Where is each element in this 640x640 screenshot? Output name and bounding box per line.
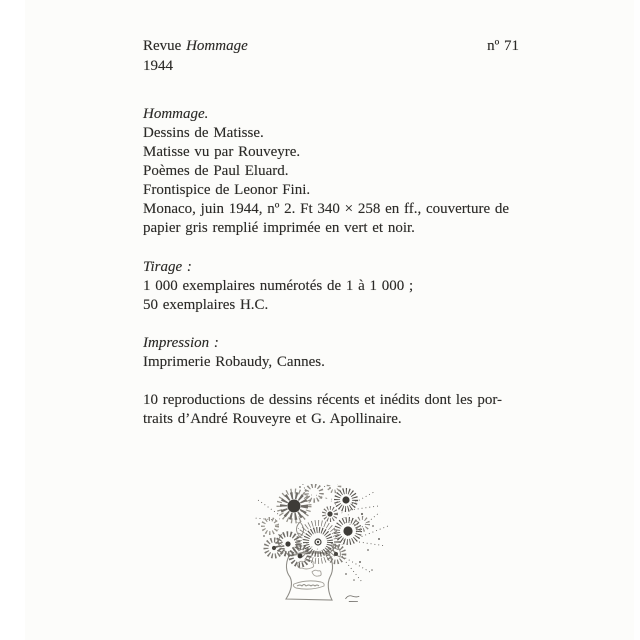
artist-signature [345,595,360,603]
revue-label: Revue [143,38,182,54]
issue-number: nº 71 [487,38,519,54]
description-line: Poèmes de Paul Eluard. [143,163,289,179]
description-line: Hommage. [143,106,209,122]
note-line: 10 reproductions de dessins récents et inédits dont les por- [143,392,503,408]
description-line: Monaco, juin 1944, nº 2. Ft 340 × 258 en ff., couverture de [143,201,510,217]
impression-block [143,334,519,372]
impression-line: Imprimerie Robaudy, Cannes. [143,354,325,370]
note-block [143,391,519,429]
description-line: Matisse vu par Rouveyre. [143,144,301,160]
impression-heading: Impression : [143,335,219,351]
page-right-edge [634,0,640,640]
sunflower-drawing [279,491,309,521]
flower-bouquet-illustration [242,484,398,612]
tirage-block [143,258,519,315]
description-line: Dessins de Matisse. [143,125,264,141]
description-line: Frontispice de Leonor Fini. [143,182,311,198]
revue-name: Hommage [186,38,248,54]
page-left-edge [0,0,25,640]
tirage-line: 1 000 exemplaires numérotés de 1 à 1 000 ; [143,278,414,294]
description-block [143,105,519,238]
entry-header [143,36,519,56]
description-line: papier gris remplié imprimée en vert et noir. [143,220,415,236]
revue-title [143,36,248,56]
tirage-line: 50 exemplaires H.C. [143,297,269,313]
catalog-entry [143,36,519,429]
entry-year: 1944 [143,58,173,74]
note-line: traits d’André Rouveyre et G. Apollinaire. [143,411,402,427]
tirage-heading: Tirage : [143,259,192,275]
